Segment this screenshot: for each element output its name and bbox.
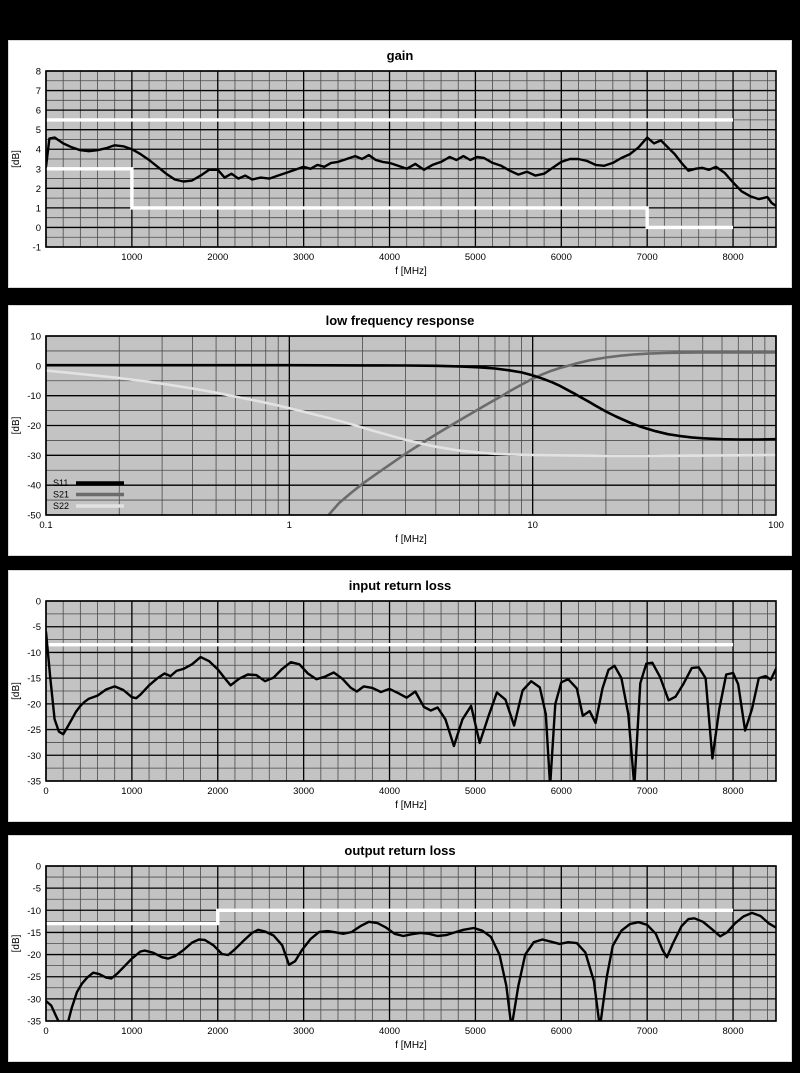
y-axis-label: [dB] (11, 416, 22, 435)
x-tick-label: 0.1 (39, 520, 53, 531)
x-tick-label: 8000 (722, 786, 744, 797)
x-tick-label: 6000 (550, 252, 572, 263)
x-tick-label: 1000 (121, 1026, 143, 1037)
legend (53, 478, 124, 511)
x-axis-label: f [MHz] (395, 266, 427, 277)
y-tick-label: -10 (27, 647, 41, 659)
x-axis-label: f [MHz] (395, 534, 427, 545)
y-tick-label: 6 (35, 105, 41, 117)
y-tick-label: 10 (30, 332, 41, 343)
y-tick-label: -30 (27, 450, 41, 462)
y-tick-label: -15 (27, 927, 41, 939)
x-tick-label: 2000 (207, 252, 229, 263)
y-tick-label: -10 (27, 391, 41, 403)
low-frequency-response-chart-canvas (10, 332, 790, 551)
low-frequency-response-chart-panel (8, 305, 792, 556)
y-tick-label: 0 (35, 222, 41, 234)
x-tick-label: 1000 (121, 786, 143, 797)
x-tick-label: 6000 (550, 1026, 572, 1037)
x-tick-label: 7000 (636, 1026, 658, 1037)
y-tick-label: -20 (27, 421, 41, 432)
y-axis-label: [dB] (11, 682, 22, 700)
y-tick-label: -5 (32, 883, 41, 895)
output-return-loss-chart-panel (8, 835, 792, 1062)
gain-chart-title: gain (386, 48, 414, 63)
x-tick-label: 8000 (722, 252, 744, 263)
y-tick-label: -50 (27, 510, 41, 522)
gain-chart-panel (8, 40, 792, 288)
x-tick-label: 0 (43, 1026, 49, 1037)
y-tick-label: 3 (35, 164, 41, 176)
y-tick-label: -40 (27, 480, 41, 492)
x-axis-label: f [MHz] (395, 800, 427, 811)
input-return-loss-chart-canvas (10, 597, 790, 817)
x-tick-label: 3000 (293, 786, 315, 797)
output-return-loss-chart-title: output return loss (344, 843, 456, 858)
x-tick-label: 3000 (293, 252, 315, 263)
x-tick-label: 1 (286, 520, 292, 531)
y-tick-label: 5 (35, 125, 41, 137)
y-tick-label: 1 (35, 203, 41, 215)
y-tick-label: 0 (35, 361, 41, 373)
x-tick-label: 4000 (378, 1026, 401, 1037)
x-tick-label: 10 (527, 520, 538, 531)
x-tick-label: 2000 (207, 786, 229, 797)
y-tick-label: -30 (27, 750, 41, 762)
x-tick-label: 6000 (550, 786, 572, 797)
gain-chart-canvas (10, 67, 790, 283)
y-tick-label: -25 (27, 972, 41, 984)
y-tick-label: -10 (27, 905, 41, 917)
y-tick-label: -15 (27, 673, 41, 685)
y-tick-label: -20 (27, 699, 41, 711)
x-tick-label: 5000 (464, 1026, 486, 1037)
y-axis-label: [dB] (11, 150, 22, 168)
x-tick-label: 3000 (293, 1026, 315, 1037)
y-tick-label: 4 (35, 144, 41, 156)
x-tick-label: 8000 (722, 1026, 744, 1037)
x-tick-label: 4000 (378, 786, 401, 797)
input-return-loss-chart-title: input return loss (348, 578, 452, 593)
y-tick-label: -35 (27, 1016, 41, 1028)
x-tick-label: 5000 (464, 252, 486, 263)
legend-label-S22: S22 (53, 501, 70, 511)
x-tick-label: 7000 (636, 252, 658, 263)
y-tick-label: 0 (35, 862, 41, 873)
low-frequency-response-chart-title: low frequency response (325, 313, 475, 328)
legend-label-S11: S11 (53, 478, 69, 488)
y-tick-label: 7 (35, 86, 41, 98)
y-tick-label: -5 (32, 622, 41, 634)
x-tick-label: 0 (43, 786, 49, 797)
x-tick-label: 7000 (636, 786, 658, 797)
x-tick-label: 1000 (121, 252, 143, 263)
x-tick-label: 5000 (464, 786, 486, 797)
y-tick-label: -25 (27, 725, 41, 737)
y-tick-label: -1 (32, 242, 41, 254)
y-tick-label: 2 (35, 183, 41, 195)
y-tick-label: -20 (27, 950, 41, 962)
legend-label-S21: S21 (53, 489, 70, 500)
y-tick-label: -35 (27, 776, 41, 788)
x-axis-label: f [MHz] (395, 1040, 427, 1051)
y-tick-label: -30 (27, 994, 41, 1006)
output-return-loss-chart-canvas (10, 862, 790, 1057)
x-tick-label: 4000 (378, 252, 401, 263)
input-return-loss-chart-panel (8, 570, 792, 822)
x-tick-label: 2000 (207, 1026, 229, 1037)
y-tick-label: 8 (35, 67, 41, 78)
y-axis-label: [dB] (11, 934, 22, 953)
y-tick-label: 0 (35, 597, 41, 608)
x-tick-label: 100 (768, 520, 784, 531)
